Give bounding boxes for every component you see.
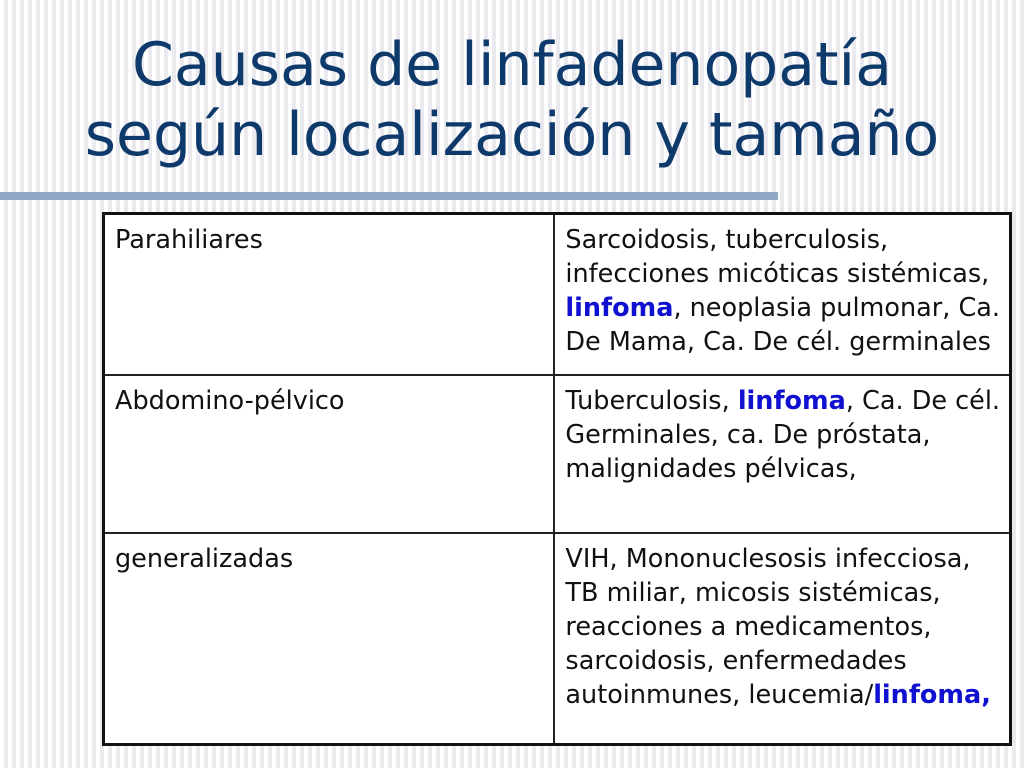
location-cell: Parahiliares: [104, 214, 555, 375]
highlighted-term: linfoma: [565, 293, 674, 323]
cause-text: Tuberculosis,: [565, 385, 738, 416]
causes-table: [102, 212, 1012, 746]
cause-text: , Ca. De cél. Germinales, ca. De próstata, malignidades pélvicas,: [565, 385, 1001, 484]
slide-title: [0, 30, 1024, 170]
cause-text: , neoplasia pulmonar, Ca. De Mama, Ca. De cél. germinales: [565, 293, 1000, 357]
causes-cell: [554, 214, 1010, 375]
cause-text: VIH, Mononuclesosis infecciosa, TB miliar, micosis sistémicas, reacciones a medicamentos, sarcoidosis, enfermedades autoinmunes, leucemia/: [565, 543, 971, 710]
table-row: [104, 214, 1011, 375]
title-line-1: Causas de linfadenopatía: [132, 30, 892, 100]
title-underline-bar: [0, 192, 778, 200]
cause-text: Sarcoidosis, tuberculosis, infecciones micóticas sistémicas,: [565, 225, 990, 289]
highlighted-term: linfoma: [737, 385, 846, 416]
table-row: [104, 375, 1011, 533]
location-cell: generalizadas: [104, 533, 555, 745]
highlighted-term: linfoma,: [873, 679, 991, 710]
title-line-2: según localización y tamaño: [84, 100, 940, 170]
table-body: [104, 214, 1011, 745]
table-row: [104, 533, 1011, 745]
causes-cell: [554, 533, 1010, 745]
location-cell: Abdomino-pélvico: [104, 375, 555, 533]
causes-cell: [554, 375, 1010, 533]
